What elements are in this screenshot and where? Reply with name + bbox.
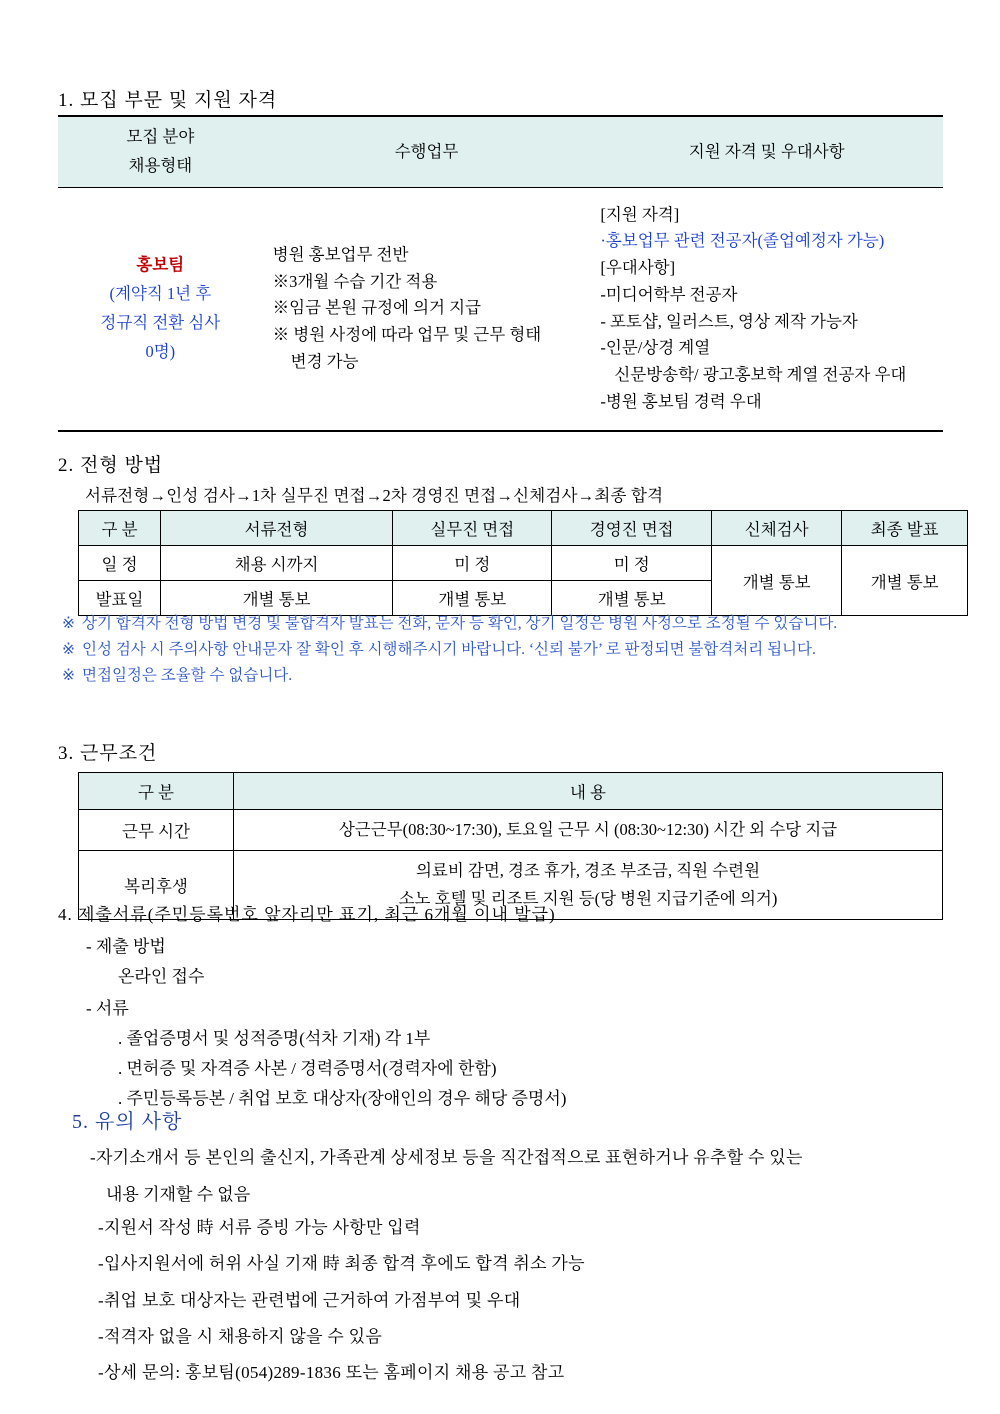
qual-line: [우대사항] [600, 258, 676, 278]
section-2-notes [62, 612, 967, 690]
table-row [79, 810, 943, 851]
submission-method-label: - 제출 방법 [86, 937, 166, 956]
col-header-duties: 수행업무 [263, 116, 591, 187]
notice-item: -자기소개서 등 본인의 출신지, 가족관계 상세정보 등을 직간접적으로 표현하거나 유추할 수 있는 [90, 1148, 803, 1167]
qual-line: -인문/상경 계열 [600, 338, 711, 358]
section-1-title: 1. 모집 부문 및 지원 자격 [58, 90, 278, 111]
notice-item: -적격자 없을 시 채용하지 않을 수 있음 [98, 1326, 383, 1346]
note-item [62, 638, 967, 662]
col-header-document: 서류전형 [161, 511, 393, 546]
selection-flow-text: 서류전형→인성 검사→1차 실무진 면접→2차 경영진 면접→신체검사→최종 합격 [85, 486, 664, 505]
qual-line: [지원 자격] [600, 204, 680, 224]
note-text: 상기 합격자 전형 방법 변경 및 불합격자 발표는 전화, 문자 등 확인, 상기 일정은 병원 사정으로 조정될 수 있습니다. [82, 615, 838, 632]
note-mark-icon: ※ [62, 667, 75, 685]
document-item: . 주민등록등본 / 취업 보호 대상자(장애인의 경우 해당 증명서) [118, 1089, 567, 1108]
col-header-field [58, 116, 263, 187]
cell-qualification [590, 187, 943, 430]
col-header-content: 내 용 [234, 773, 943, 810]
cell-work-hours-label: 근무 시간 [79, 810, 234, 851]
note-mark-icon: ※ [62, 615, 75, 632]
col-header-final-announcement: 최종 발표 [842, 511, 968, 546]
col-header-qualification: 지원 자격 및 우대사항 [590, 116, 943, 187]
col-header-gubun: 구 분 [79, 511, 161, 546]
table-row [58, 187, 943, 430]
duty-line: 변경 가능 [290, 351, 359, 371]
col-header-executive-interview: 경영진 면접 [552, 511, 711, 546]
table-header-row [58, 116, 943, 187]
team-note-line1: (계약직 1년 후 [109, 283, 212, 303]
cell-medical-check: 개별 통보 [711, 546, 841, 616]
table-header-row [79, 773, 943, 810]
working-conditions-table [78, 772, 943, 920]
qual-line: -미디어학부 전공자 [600, 284, 738, 304]
col-header-medical-check: 신체검사 [711, 511, 841, 546]
benefit-line: 소노 호텔 및 리조트 지원 등(당 병원 지급기준에 의거) [398, 889, 778, 909]
cell-schedule-label: 일 정 [79, 546, 161, 581]
table-header-row [79, 511, 968, 546]
document-item: . 졸업증명서 및 성적증명(석차 기재) 각 1부 [118, 1029, 431, 1048]
section-4-title: 4. 제출서류(주민등록번호 앞자리만 표기, 최근 6개월 이내 발급) [58, 905, 556, 924]
cell-schedule-practical: 미 정 [393, 546, 552, 581]
note-item [62, 612, 967, 636]
recruitment-table [58, 115, 943, 432]
team-note-line2: 정규직 전환 심사 [100, 312, 221, 332]
qual-line: - 포토샵, 일러스트, 영상 제작 가능자 [600, 311, 858, 331]
notice-item: -입사지원서에 허위 사실 기재 時 최종 합격 후에도 합격 취소 가능 [98, 1254, 585, 1274]
duty-line: ※ 병원 사정에 따라 업무 및 근무 형태 [272, 324, 542, 344]
cell-final-announcement: 개별 통보 [842, 546, 968, 616]
note-item [62, 664, 967, 688]
qual-line: 신문방송학/ 광고홍보학 계열 전공자 우대 [614, 365, 907, 385]
cell-announce-practical: 개별 통보 [393, 581, 552, 616]
cell-announce-document: 개별 통보 [161, 581, 393, 616]
notice-item: -지원서 작성 時 서류 증빙 가능 사항만 입력 [98, 1218, 421, 1238]
qual-line: -병원 홍보팀 경력 우대 [600, 391, 762, 411]
document-item: . 면허증 및 자격증 사본 / 경력증명서(경력자에 한함) [118, 1059, 497, 1078]
cell-field [58, 187, 263, 430]
section-4 [58, 900, 978, 1114]
duty-line: 병원 홍보업무 전반 [272, 244, 409, 264]
notice-item: -취업 보호 대상자는 관련법에 근거하여 가점부여 및 우대 [98, 1290, 521, 1310]
cell-announce-executive: 개별 통보 [552, 581, 711, 616]
cell-announce-label: 발표일 [79, 581, 161, 616]
note-text: 면접일정은 조율할 수 없습니다. [82, 667, 293, 685]
note-text: 인성 검사 시 주의사항 안내문자 잘 확인 후 시행해주시기 바랍니다. ‘신뢰 불가’ 로 판정되면 불합격처리 됩니다. [82, 641, 816, 659]
col-header-category: 구 분 [79, 773, 234, 810]
section-2-title: 2. 전형 방법 [58, 455, 164, 476]
benefit-line: 의료비 감면, 경조 휴가, 경조 부조금, 직원 수련원 [415, 861, 761, 881]
section-3-title: 3. 근무조건 [58, 743, 158, 764]
cell-schedule-executive: 미 정 [552, 546, 711, 581]
section-5-title: 5. 유의 사항 [72, 1111, 183, 1133]
duty-line: ※임금 본원 규정에 의거 지급 [272, 298, 482, 318]
col-header-practical-interview: 실무진 면접 [393, 511, 552, 546]
cell-work-hours-value: 상근근무(08:30~17:30), 토요일 근무 시 (08:30~12:30) 시간 외 수당 지급 [234, 810, 943, 851]
cell-benefits-label: 복리후생 [79, 851, 234, 920]
notice-item-continuation: 내용 기재할 수 없음 [106, 1185, 251, 1205]
cell-duties [263, 187, 591, 430]
col-header-field-line2: 채용형태 [128, 155, 193, 175]
schedule-table [78, 510, 968, 616]
cell-schedule-document: 채용 시까지 [161, 546, 393, 581]
col-header-field-line1: 모집 분야 [126, 127, 195, 146]
team-note-line3: 0명) [145, 341, 176, 361]
section-5 [72, 1105, 992, 1395]
duty-line: ※3개월 수습 기간 적용 [272, 271, 438, 291]
table-row [79, 546, 968, 581]
submission-method-value: 온라인 접수 [118, 967, 205, 986]
note-mark-icon: ※ [62, 641, 75, 659]
team-name: 홍보팀 [136, 254, 185, 274]
notice-item: -상세 문의: 홍보팀(054)289-1836 또는 홈페이지 채용 공고 참고 [98, 1362, 565, 1382]
qual-line: ·홍보업무 관련 전공자(졸업예정자 가능) [600, 231, 885, 251]
documents-label: - 서류 [86, 999, 129, 1018]
